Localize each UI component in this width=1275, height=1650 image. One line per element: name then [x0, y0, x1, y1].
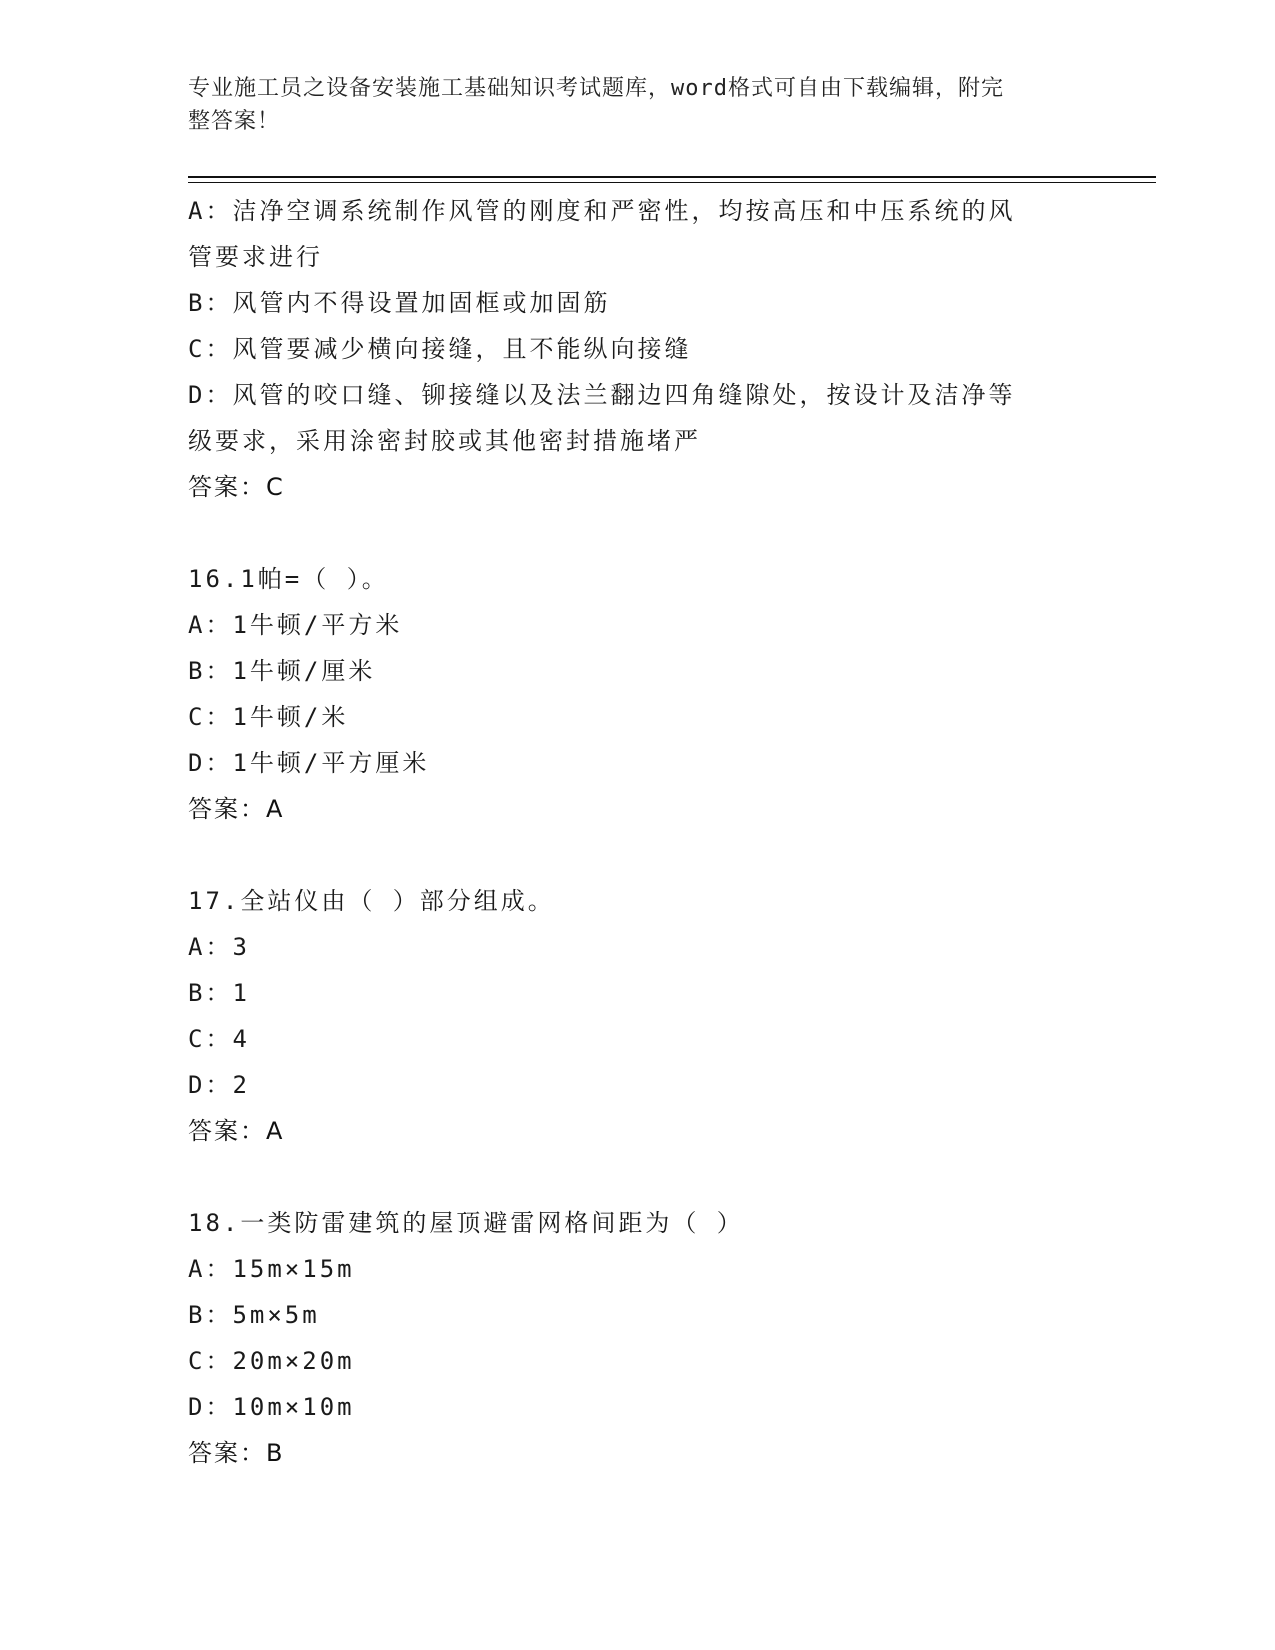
- option-c: C：20m×20m: [188, 1347, 355, 1375]
- option-d: D：风管的咬口缝、铆接缝以及法兰翻边四角缝隙处，按设计及洁净等: [188, 381, 1016, 409]
- option-c: C：1牛顿/米: [188, 703, 349, 731]
- option-a-continued: 管要求进行: [188, 243, 323, 271]
- option-d-continued: 级要求，采用涂密封胶或其他密封措施堵严: [188, 427, 701, 455]
- question-text: 17.全站仪由（ ）部分组成。: [188, 887, 555, 915]
- spacer: [188, 1154, 1088, 1200]
- question-text: 18.一类防雷建筑的屋顶避雷网格间距为（ ）: [188, 1209, 744, 1237]
- header-divider-thin: [188, 182, 1156, 183]
- option-a: A：3: [188, 933, 250, 961]
- option-d: D：2: [188, 1071, 250, 1099]
- option-b: B：风管内不得设置加固框或加固筋: [188, 289, 611, 317]
- question-text: 16.1帕=（ ）。: [188, 565, 389, 593]
- question-15-block: [188, 188, 1088, 510]
- option-b: B：1牛顿/厘米: [188, 657, 376, 685]
- answer-label: 答案：A: [188, 795, 285, 823]
- answer-label: 答案：B: [188, 1439, 285, 1467]
- option-d: D：1牛顿/平方厘米: [188, 749, 430, 777]
- option-a: A：1牛顿/平方米: [188, 611, 403, 639]
- spacer: [188, 832, 1088, 878]
- document-header: [188, 72, 1068, 138]
- option-a: A：15m×15m: [188, 1255, 355, 1283]
- question-17-block: [188, 878, 1088, 1154]
- option-c: C：风管要减少横向接缝，且不能纵向接缝: [188, 335, 692, 363]
- header-divider-thick: [188, 176, 1156, 178]
- option-b: B：1: [188, 979, 250, 1007]
- spacer: [188, 510, 1088, 556]
- option-d: D：10m×10m: [188, 1393, 355, 1421]
- answer-label: 答案：A: [188, 1117, 285, 1145]
- answer-label: 答案：C: [188, 473, 285, 501]
- header-title-line-2: 整答案！: [188, 109, 281, 134]
- option-b: B：5m×5m: [188, 1301, 320, 1329]
- header-title-line-1: 专业施工员之设备安装施工基础知识考试题库，word格式可自由下载编辑，附完: [188, 76, 1004, 101]
- option-c: C：4: [188, 1025, 250, 1053]
- question-16-block: [188, 556, 1088, 832]
- question-18-block: [188, 1200, 1088, 1476]
- question-list: [188, 188, 1088, 1476]
- option-a: A：洁净空调系统制作风管的刚度和严密性，均按高压和中压系统的风: [188, 197, 1016, 225]
